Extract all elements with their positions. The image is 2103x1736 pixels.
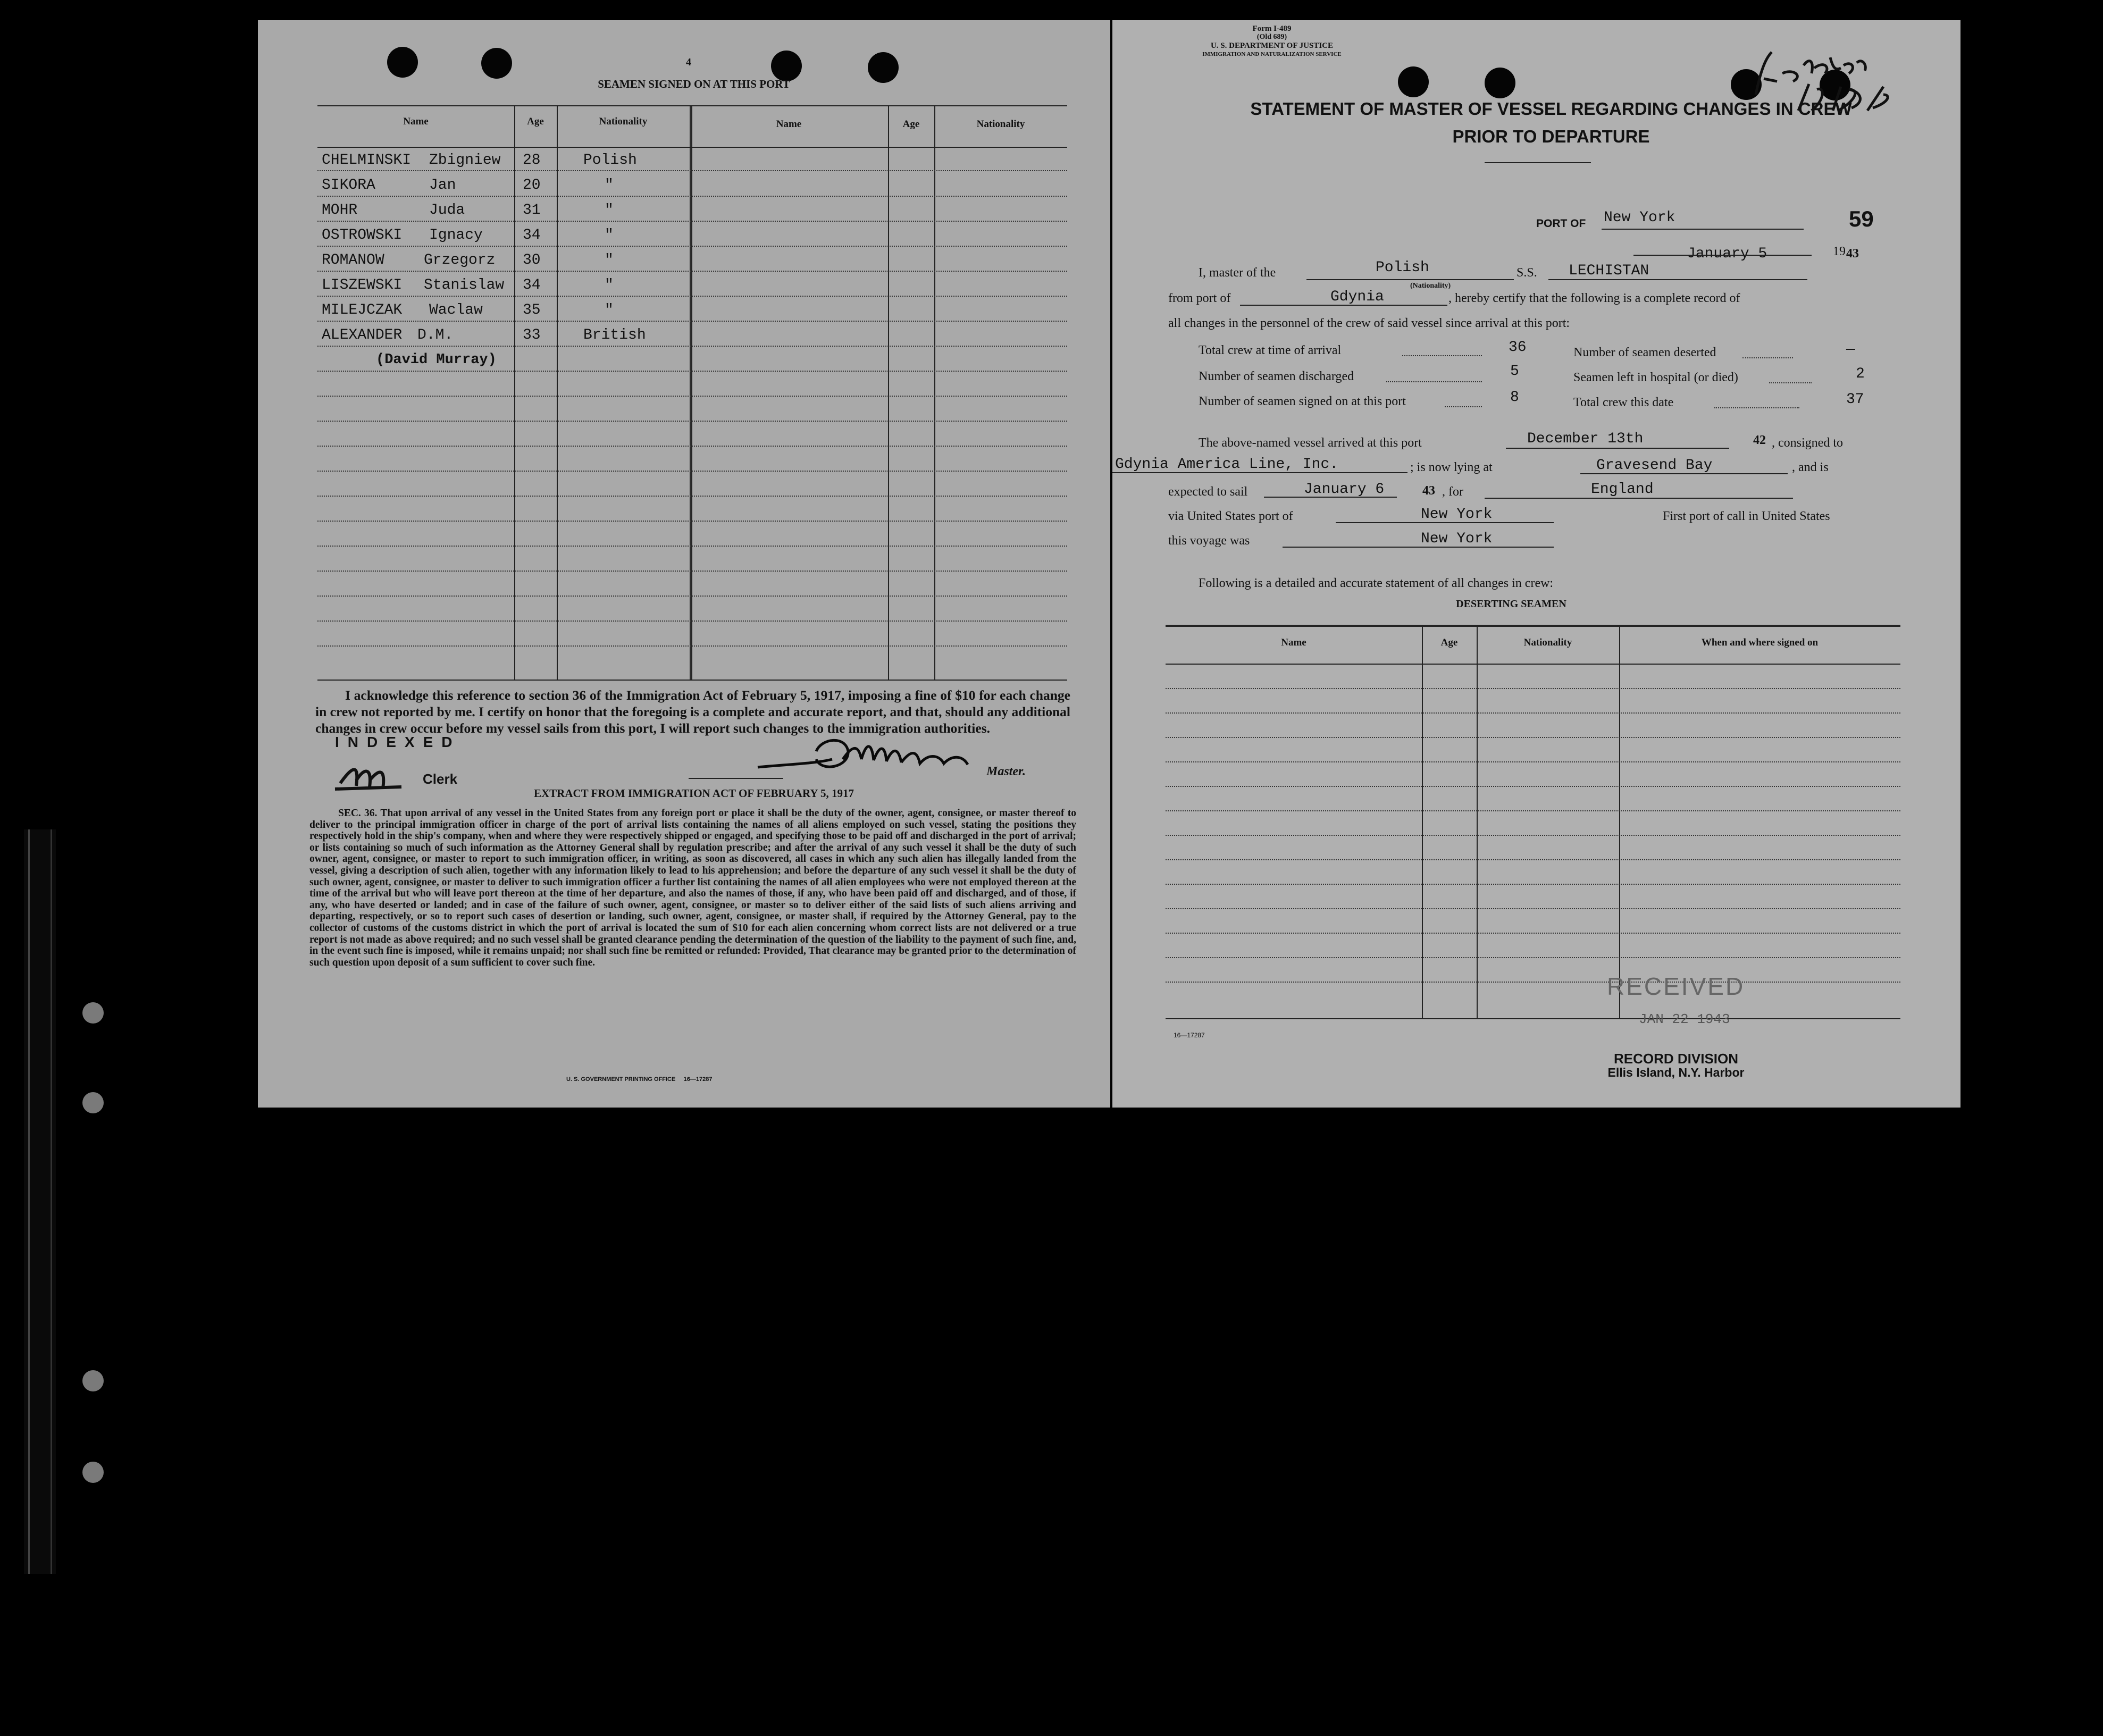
nationality-caption: (Nationality) — [1410, 282, 1451, 290]
table-row — [317, 177, 690, 198]
table-row — [317, 277, 690, 298]
seaman-age: 34 — [523, 277, 541, 293]
first-port: New York — [1421, 531, 1493, 547]
record-division: RECORD DIVISION — [1613, 1051, 1739, 1067]
ellis-island: Ellis Island, N.Y. Harbor — [1607, 1066, 1745, 1079]
col-header-nationality-2: Nationality — [976, 119, 1025, 130]
table-row — [317, 302, 690, 323]
vessel-name: LECHISTAN — [1569, 263, 1649, 279]
sheet-number: 59 — [1849, 206, 1874, 231]
year-prefix: 19 — [1833, 245, 1846, 258]
stat-value: 8 — [1510, 389, 1519, 406]
following-text: Following is a detailed and accurate statement of all changes in crew: — [1199, 576, 1554, 590]
clerk-initials — [332, 754, 407, 796]
punch-hole — [771, 51, 802, 81]
seaman-given-name: Ignacy — [429, 227, 483, 244]
binder-hole — [82, 1462, 104, 1483]
master-label: Master. — [986, 765, 1026, 778]
first-port-label: First port of call in United States — [1663, 509, 1830, 523]
arrived-label: The above-named vessel arrived at this port — [1199, 436, 1422, 450]
seaman-age: 35 — [523, 302, 541, 318]
nationality-value: Polish — [1376, 259, 1429, 276]
seaman-given-name: Jan — [429, 177, 456, 194]
destination: England — [1591, 481, 1654, 498]
year-value: 43 — [1846, 247, 1859, 261]
seaman-surname: OSTROWSKI — [322, 227, 403, 244]
table-row — [317, 202, 690, 223]
date-value: January 5 — [1687, 246, 1767, 262]
arrived-year: 42 — [1753, 433, 1766, 447]
col-header-name: Name — [403, 116, 429, 127]
col-header-age-2: Age — [902, 119, 920, 130]
stat-label: Total crew at time of arrival — [1199, 343, 1342, 357]
changes-text: all changes in the personnel of the crew of said vessel since arrival at this port: — [1168, 316, 1570, 330]
expected-label: expected to sail — [1168, 485, 1248, 499]
stat-label: Number of seamen discharged — [1199, 370, 1354, 383]
form-subtitle: PRIOR TO DEPARTURE — [1452, 127, 1650, 146]
seaman-surname: ALEXANDER — [322, 327, 403, 343]
certify-text: , hereby certify that the following is a complete record of — [1448, 291, 1740, 305]
consignee: Gdynia America Line, Inc. — [1115, 456, 1339, 473]
seaman-surname: MILEJCZAK — [322, 302, 403, 318]
table-row — [317, 227, 690, 248]
seaman-nationality: British — [583, 327, 646, 343]
seaman-surname: SIKORA — [322, 177, 375, 194]
binder-hole — [82, 1370, 104, 1391]
col-header-age: Age — [527, 116, 544, 127]
left-page — [258, 20, 1110, 1108]
form-old-number: (Old 689) — [1256, 33, 1287, 41]
col-header-name-2: Name — [776, 119, 802, 130]
service: IMMIGRATION AND NATURALIZATION SERVICE — [1202, 51, 1342, 57]
stat-label: Total crew this date — [1573, 396, 1674, 409]
stat-label: Seamen left in hospital (or died) — [1573, 371, 1738, 384]
stat-value: 2 — [1856, 366, 1865, 382]
seaman-age: 30 — [523, 252, 541, 269]
extract-text: SEC. 36. That upon arrival of any vessel in the United States from any foreign port or place it shall be the duty of the owner, agent, consignee, or master thereof to deliver to the principal immigration officer in charge of the port of arrival lists containing the names of all aliens employed on such vessel, stating the positions they respectively hold in the ship's company, when and where they were respectively shipped or engaged, and specifying those to be paid off and discharged in the port of arrival; or lists containing so much of such information as the Attorney General shall by regulation prescribe; and after the arrival of any such vessel it shall be the duty of such owner, agent, consignee, or master to report to such immigration officer, in writing, as soon as discovered, all cases in which any such alien has illegally landed from the vessel, giving a description of such alien, together with any information likely to lead to his apprehension; and before the departure of any such vessel it shall be the duty of such owner, agent, consignee, or master to deliver to such immigration officer a further list containing the names of all alien employees who were not employed thereon at the time of the arrival but who will leave port thereon at the time of her departure, and also the names of those, if any, who have been paid off and discharged, and of those, if any, who have deserted or landed; and in case of the failure of such owner, agent, consignee, or master so to deliver either of the said lists of such aliens arriving and departing, respectively, or so to report such cases of desertion or landing, such owner, agent, consignee, or master shall, if required by the Attorney General, pay to the collector of customs of the customs district in which the port of arrival is located the sum of $10 for each alien concerning whom correct lists are not delivered or a true report is not made as above required; and no such vessel shall be granted clearance pending the determination of the question of the liability to the payment of such fine, and, in the event such fine is imposed, while it remains unpaid; nor shall such fine be remitted or refunded: Provided, That clearance may be granted prior to the determination of such question upon deposit of a sum sufficient to cover such fine. — [309, 808, 1076, 968]
punch-hole — [1485, 68, 1515, 98]
desert-col-name: Name — [1281, 637, 1306, 648]
page-number: 4 — [686, 56, 691, 68]
punch-hole — [481, 48, 512, 79]
seaman-surname: ROMANOW — [322, 252, 384, 269]
department: U. S. DEPARTMENT OF JUSTICE — [1210, 41, 1334, 50]
vessel-prefix: S.S. — [1516, 266, 1537, 280]
for-label: , for — [1442, 485, 1463, 499]
master-signature — [752, 727, 992, 786]
master-of-label: I, master of the — [1199, 266, 1276, 280]
port-value: New York — [1604, 209, 1675, 226]
seaman-age: 28 — [523, 152, 541, 169]
acknowledgement-text: I acknowledge this reference to section 36 of the Immigration Act of February 5, 1917, imposing a fine of $10 for each change in crew not reported by me. I certify on honor that the foregoing is a complete and accurate report, and that, should any additional changes in crew occur before my vessel sails from this port, I will report such changes to the immigration authorities. — [315, 687, 1070, 736]
consigned-label: , consigned to — [1772, 436, 1843, 450]
alias-note: (David Murray) — [376, 352, 497, 368]
table-row — [317, 252, 690, 273]
sail-date: January 6 — [1304, 481, 1385, 498]
seaman-surname: CHELMINSKI — [322, 152, 412, 169]
seaman-age: 20 — [523, 177, 541, 194]
form-title: STATEMENT OF MASTER OF VESSEL REGARDING CHANGES IN CREW — [1250, 99, 1852, 119]
seaman-given-name: D.M. — [417, 327, 454, 343]
seaman-surname: MOHR — [322, 202, 358, 219]
seaman-given-name: Stanislaw — [424, 277, 505, 293]
seaman-nationality: " — [605, 302, 614, 318]
stat-value: 5 — [1510, 363, 1519, 380]
stat-label: Number of seamen signed on at this port — [1199, 395, 1406, 408]
stat-label: Number of seamen deserted — [1573, 346, 1716, 359]
arrived-date: December 13th — [1527, 431, 1644, 447]
voyage-label: this voyage was — [1168, 534, 1250, 548]
seaman-nationality: " — [605, 202, 614, 219]
section-title: SEAMEN SIGNED ON AT THIS PORT — [598, 78, 790, 90]
and-is: , and is — [1792, 460, 1829, 474]
extract-title: EXTRACT FROM IMMIGRATION ACT OF FEBRUARY 5, 1917 — [533, 787, 854, 800]
seaman-age: 31 — [523, 202, 541, 219]
seaman-nationality: " — [605, 277, 614, 293]
clerk-label: Clerk — [423, 771, 458, 787]
seaman-age: 34 — [523, 227, 541, 244]
lying-label: ; is now lying at — [1410, 460, 1493, 474]
seaman-nationality: " — [605, 252, 614, 269]
received-date: JAN 22 1943 — [1639, 1011, 1730, 1027]
handwritten-note — [1745, 36, 1921, 142]
seaman-age: 33 — [523, 327, 541, 343]
stat-value: 36 — [1509, 339, 1527, 356]
via-label: via United States port of — [1168, 509, 1293, 523]
stat-value: 37 — [1846, 391, 1864, 408]
lying-at: Gravesend Bay — [1596, 457, 1713, 474]
binder-hole — [82, 1002, 104, 1024]
seaman-given-name: Grzegorz — [424, 252, 496, 269]
indexed-stamp: INDEXED — [335, 734, 461, 750]
printing-office: U. S. GOVERNMENT PRINTING OFFICE 16—17287 — [566, 1076, 713, 1083]
desert-col-signed-on: When and where signed on — [1701, 637, 1819, 648]
binder-edge — [24, 829, 56, 1574]
from-port-value: Gdynia — [1330, 289, 1384, 305]
seaman-nationality: " — [605, 227, 614, 244]
port-label: PORT OF — [1536, 217, 1586, 230]
punch-hole — [1398, 66, 1429, 97]
table-row — [317, 152, 690, 173]
seaman-given-name: Juda — [429, 202, 465, 219]
seaman-given-name: Zbigniew — [429, 152, 501, 169]
form-footer: 16—17287 — [1174, 1031, 1205, 1039]
deserting-title: DESERTING SEAMEN — [1456, 598, 1566, 610]
received-stamp: RECEIVED — [1607, 972, 1745, 1000]
sail-year: 43 — [1422, 484, 1435, 498]
punch-hole — [387, 47, 418, 78]
binder-hole — [82, 1092, 104, 1113]
seaman-nationality: " — [605, 177, 614, 194]
stat-value: — — [1846, 341, 1855, 358]
col-header-nationality: Nationality — [599, 116, 648, 127]
via-port: New York — [1421, 506, 1493, 523]
seaman-given-name: Waclaw — [429, 302, 483, 318]
desert-col-nationality: Nationality — [1523, 637, 1572, 648]
right-page — [1112, 20, 1960, 1108]
from-port-label: from port of — [1168, 291, 1231, 305]
table-row — [317, 327, 690, 348]
punch-hole — [868, 52, 899, 83]
desert-col-age: Age — [1440, 637, 1458, 648]
seaman-surname: LISZEWSKI — [322, 277, 403, 293]
form-number: Form I-489 — [1252, 24, 1292, 33]
seaman-nationality: Polish — [583, 152, 637, 169]
